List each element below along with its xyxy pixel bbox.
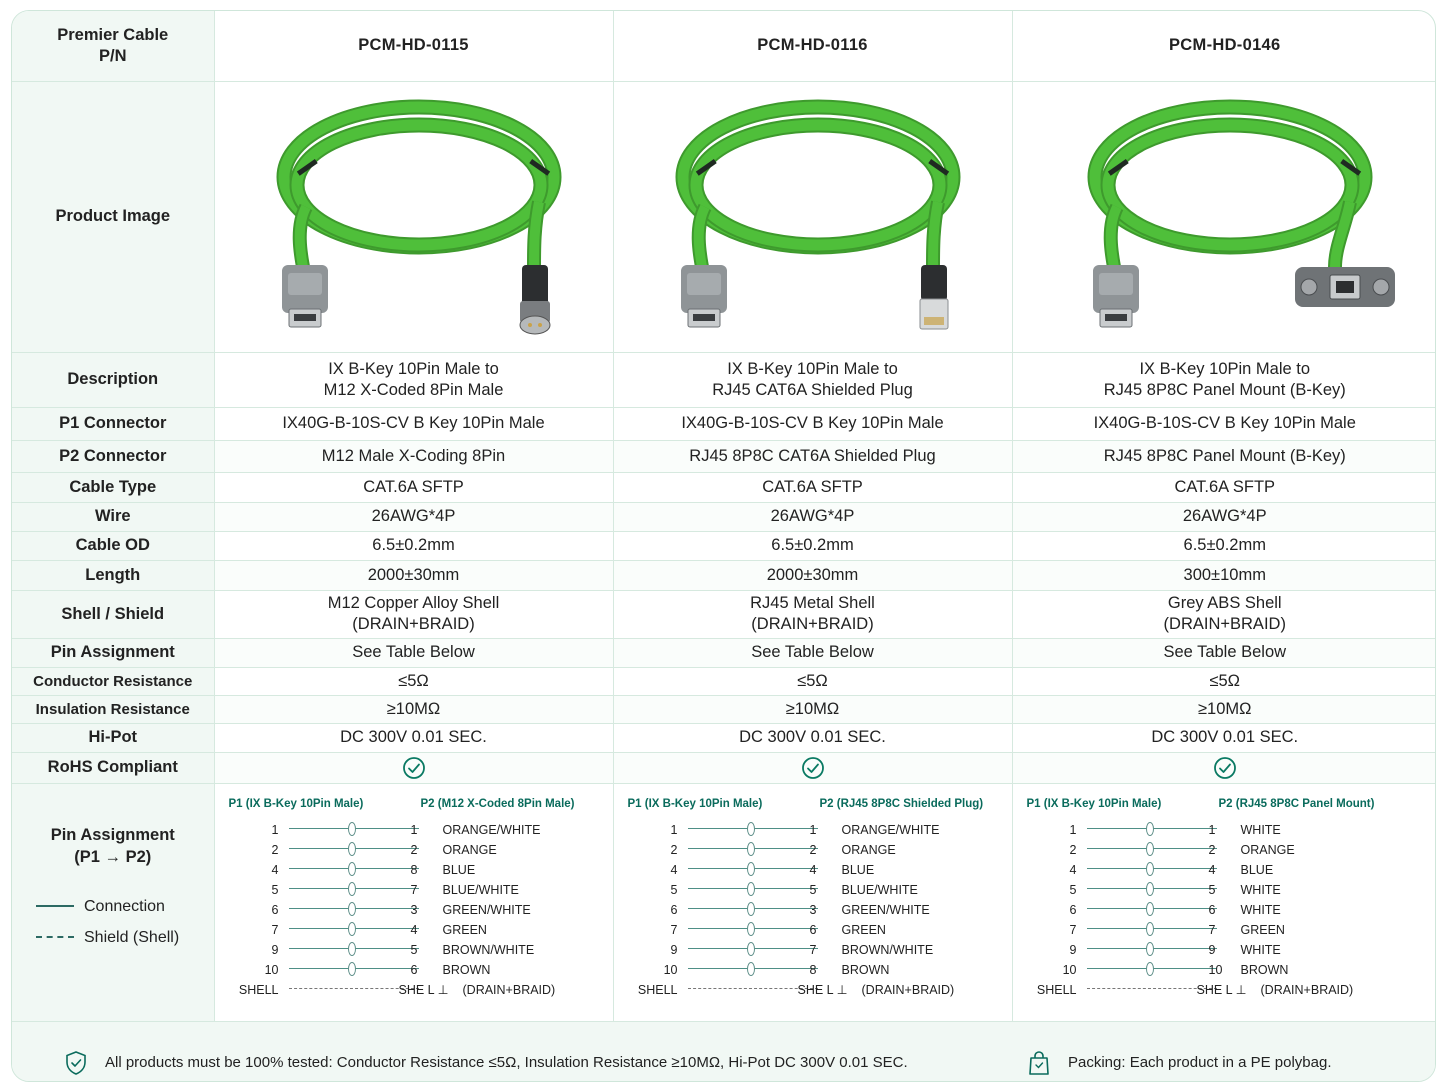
wire-color: GREEN: [841, 922, 886, 937]
p2-pin: 7: [1208, 922, 1216, 937]
p1-pin: 6: [670, 902, 678, 917]
p1-connector-1: IX40G-B-10S-CV B Key 10Pin Male: [214, 407, 613, 440]
hipot-1: DC 300V 0.01 SEC.: [214, 723, 613, 752]
p2-pin: 5: [1208, 882, 1216, 897]
p1-header: P1 (IX B-Key 10Pin Male): [1026, 797, 1162, 810]
p1-pin: 7: [271, 922, 279, 937]
cable-type-2: CAT.6A SFTP: [613, 472, 1012, 502]
p1-pin: 7: [1069, 922, 1077, 937]
insulation-resistance-3: ≥10MΩ: [1012, 695, 1436, 723]
product-pn-3: PCM-HD-0146: [1012, 11, 1436, 81]
description-3: IX B-Key 10Pin Male to RJ45 8P8C Panel Mount (B-Key): [1012, 352, 1436, 407]
p1-pin: 5: [670, 882, 678, 897]
pin-table-2: [613, 783, 1012, 1022]
p1-pin: 9: [1069, 942, 1077, 957]
pin-assignment-3: See Table Below: [1012, 638, 1436, 667]
conductor-resistance-2: ≤5Ω: [613, 667, 1012, 695]
pin-row: [1023, 898, 1403, 918]
p2-pin: SHE L ⊥: [1196, 982, 1247, 997]
p2-header: P2 (RJ45 8P8C Shielded Plug): [819, 797, 984, 810]
cable-od-1: 6.5±0.2mm: [214, 531, 613, 560]
p2-pin: SHE L ⊥: [797, 982, 848, 997]
product-pn-1: PCM-HD-0115: [214, 11, 613, 81]
wire-color: ORANGE: [442, 842, 497, 857]
rohs-2: [613, 752, 1012, 783]
description-1: IX B-Key 10Pin Male to M12 X-Coded 8Pin Male: [214, 352, 613, 407]
twist-marker-icon: [348, 902, 356, 916]
p2-pin: 6: [410, 962, 418, 977]
twist-marker-icon: [1146, 902, 1154, 916]
footer-packing-note: Packing: Each product in a PE polybag.: [1068, 1054, 1332, 1071]
solid-line-icon: [36, 905, 74, 907]
twist-marker-icon: [348, 942, 356, 956]
pin-row: [1023, 938, 1403, 958]
pin-section-subtitle: (P1 → P2): [74, 847, 152, 866]
twist-marker-icon: [348, 882, 356, 896]
p1-header: P1 (IX B-Key 10Pin Male): [228, 797, 364, 810]
pin-row: [624, 918, 1004, 938]
length-1: 2000±30mm: [214, 560, 613, 590]
p2-connector-3: RJ45 8P8C Panel Mount (B-Key): [1012, 440, 1436, 472]
wire-color: BROWN: [442, 962, 491, 977]
pin-table-3: [1012, 783, 1436, 1022]
pin-row: [624, 818, 1004, 838]
p1-pin: SHELL: [637, 982, 678, 997]
p2-pin: 4: [410, 922, 418, 937]
product-image-label: Product Image: [12, 81, 214, 352]
p1-pin: 4: [1069, 862, 1077, 877]
twist-marker-icon: [1146, 862, 1154, 876]
p2-pin: 10: [1208, 962, 1223, 977]
twist-marker-icon: [348, 822, 356, 836]
p1-pin: 9: [670, 942, 678, 957]
wire-color: ORANGE: [841, 842, 896, 857]
wire-color: BLUE/WHITE: [841, 882, 918, 897]
p1-header: P1 (IX B-Key 10Pin Male): [627, 797, 763, 810]
p2-pin: 8: [410, 862, 418, 877]
p2-pin: 7: [809, 942, 817, 957]
cable-od-label: Cable OD: [12, 531, 214, 560]
p1-connector-label: P1 Connector: [12, 407, 214, 440]
twist-marker-icon: [348, 842, 356, 856]
p2-pin: 3: [809, 902, 817, 917]
p2-pin: 1: [1208, 822, 1216, 837]
wire-1: 26AWG*4P: [214, 502, 613, 531]
wire-color: BROWN: [841, 962, 890, 977]
wire-color: BLUE: [442, 862, 476, 877]
pin-row: [225, 878, 605, 898]
shell-shield-2: RJ45 Metal Shell (DRAIN+BRAID): [613, 590, 1012, 638]
hipot-2: DC 300V 0.01 SEC.: [613, 723, 1012, 752]
pin-assignment-1: See Table Below: [214, 638, 613, 667]
twist-marker-icon: [747, 922, 755, 936]
hipot-3: DC 300V 0.01 SEC.: [1012, 723, 1436, 752]
length-2: 2000±30mm: [613, 560, 1012, 590]
product-image-1: [214, 81, 613, 352]
wire-color: (DRAIN+BRAID): [1260, 982, 1354, 997]
p2-pin: 9: [1208, 942, 1216, 957]
twist-marker-icon: [747, 962, 755, 976]
pin-row: [225, 938, 605, 958]
pin-row: [1023, 918, 1403, 938]
wire-color: BROWN: [1240, 962, 1289, 977]
rohs-1: [214, 752, 613, 783]
pin-row: [225, 978, 605, 998]
p1-pin: 1: [271, 822, 279, 837]
p1-pin: 5: [1069, 882, 1077, 897]
twist-marker-icon: [747, 862, 755, 876]
shell-shield-label: Shell / Shield: [12, 590, 214, 638]
p2-pin: 6: [1208, 902, 1216, 917]
wire-color: BLUE: [841, 862, 875, 877]
pin-section-label-cell: [12, 783, 214, 1022]
wire-color: GREEN: [442, 922, 487, 937]
twist-marker-icon: [1146, 842, 1154, 856]
pin-assignment-2: See Table Below: [613, 638, 1012, 667]
p1-pin: SHELL: [238, 982, 279, 997]
twist-marker-icon: [1146, 962, 1154, 976]
pin-row: [225, 898, 605, 918]
product-image-3: [1012, 81, 1436, 352]
p1-pin: 6: [271, 902, 279, 917]
twist-marker-icon: [747, 842, 755, 856]
length-label: Length: [12, 560, 214, 590]
spec-table: [12, 11, 1436, 1023]
wire-color: BROWN/WHITE: [841, 942, 934, 957]
wire-color: ORANGE/WHITE: [442, 822, 541, 837]
wire-color: BROWN/WHITE: [442, 942, 535, 957]
p1-pin: 5: [271, 882, 279, 897]
wire-color: BLUE/WHITE: [442, 882, 519, 897]
pin-row: [225, 958, 605, 978]
footer: [12, 1021, 1436, 1082]
twist-marker-icon: [747, 822, 755, 836]
cable-type-3: CAT.6A SFTP: [1012, 472, 1436, 502]
p1-pin: 1: [1069, 822, 1077, 837]
pin-row: [624, 898, 1004, 918]
p1-pin: 10: [264, 962, 279, 977]
cable-od-3: 6.5±0.2mm: [1012, 531, 1436, 560]
product-image-2: [613, 81, 1012, 352]
pin-row: [225, 838, 605, 858]
cable-od-2: 6.5±0.2mm: [613, 531, 1012, 560]
p2-pin: 4: [809, 862, 817, 877]
twist-marker-icon: [348, 962, 356, 976]
product-pn-2: PCM-HD-0116: [613, 11, 1012, 81]
pin-row: [1023, 818, 1403, 838]
pin-assignment-label: Pin Assignment: [12, 638, 214, 667]
shell-shield-3: Grey ABS Shell (DRAIN+BRAID): [1012, 590, 1436, 638]
cable-type-1: CAT.6A SFTP: [214, 472, 613, 502]
dashed-line-icon: [36, 936, 74, 938]
p2-connector-2: RJ45 8P8C CAT6A Shielded Plug: [613, 440, 1012, 472]
p1-pin: 4: [271, 862, 279, 877]
p2-pin: 8: [809, 962, 817, 977]
wire-color: (DRAIN+BRAID): [462, 982, 556, 997]
p2-pin: 2: [1208, 842, 1216, 857]
p2-pin: 3: [410, 902, 418, 917]
twist-marker-icon: [1146, 922, 1154, 936]
insulation-resistance-label: Insulation Resistance: [12, 695, 214, 723]
p2-pin: 4: [1208, 862, 1216, 877]
pin-row: [1023, 978, 1403, 998]
rohs-3: [1012, 752, 1436, 783]
twist-marker-icon: [348, 922, 356, 936]
hipot-label: Hi-Pot: [12, 723, 214, 752]
wire-color: BLUE: [1240, 862, 1274, 877]
twist-marker-icon: [1146, 822, 1154, 836]
p1-pin: 2: [670, 842, 678, 857]
cable-type-label: Cable Type: [12, 472, 214, 502]
p2-pin: 6: [809, 922, 817, 937]
p1-pin: 2: [271, 842, 279, 857]
p2-connector-1: M12 Male X-Coding 8Pin: [214, 440, 613, 472]
rohs-label: RoHS Compliant: [12, 752, 214, 783]
check-circle-icon: [1213, 756, 1237, 780]
length-3: 300±10mm: [1012, 560, 1436, 590]
wire-label: Wire: [12, 502, 214, 531]
legend-shield: Shield (Shell): [36, 927, 179, 948]
pin-row: [1023, 958, 1403, 978]
p2-pin: 5: [809, 882, 817, 897]
wire-color: ORANGE: [1240, 842, 1295, 857]
twist-marker-icon: [1146, 942, 1154, 956]
p2-pin: 5: [410, 942, 418, 957]
shield-check-icon: [64, 1050, 88, 1076]
wire-color: WHITE: [1240, 882, 1281, 897]
wire-color: WHITE: [1240, 942, 1281, 957]
wire-color: WHITE: [1240, 822, 1281, 837]
pin-row: [1023, 838, 1403, 858]
bag-icon: [1027, 1050, 1051, 1076]
p2-pin: SHE L ⊥: [398, 982, 449, 997]
pin-row: [624, 978, 1004, 998]
description-label: Description: [12, 352, 214, 407]
p1-pin: 2: [1069, 842, 1077, 857]
pin-table-1: [214, 783, 613, 1022]
p2-pin: 1: [410, 822, 418, 837]
pin-row: [225, 858, 605, 878]
pin-row: [624, 878, 1004, 898]
conductor-resistance-label: Conductor Resistance: [12, 667, 214, 695]
p1-pin: 6: [1069, 902, 1077, 917]
insulation-resistance-1: ≥10MΩ: [214, 695, 613, 723]
p2-pin: 1: [809, 822, 817, 837]
footer-test-note: All products must be 100% tested: Conductor Resistance ≤5Ω, Insulation Resistance ≥10MΩ, Hi-Pot DC 300V 0.01 SEC.: [105, 1054, 908, 1071]
pin-row: [624, 958, 1004, 978]
pin-row: [1023, 858, 1403, 878]
pin-row: [624, 938, 1004, 958]
p2-pin: 2: [410, 842, 418, 857]
shell-shield-1: M12 Copper Alloy Shell (DRAIN+BRAID): [214, 590, 613, 638]
pin-row: [225, 818, 605, 838]
pin-section-title: Pin Assignment: [50, 825, 175, 844]
conductor-resistance-1: ≤5Ω: [214, 667, 613, 695]
pn-header-label: Premier Cable P/N: [12, 11, 214, 81]
pin-row: [624, 858, 1004, 878]
twist-marker-icon: [747, 902, 755, 916]
legend-connection: Connection: [36, 896, 165, 917]
p2-connector-label: P2 Connector: [12, 440, 214, 472]
twist-marker-icon: [747, 882, 755, 896]
p1-pin: 10: [663, 962, 678, 977]
description-2: IX B-Key 10Pin Male to RJ45 CAT6A Shielded Plug: [613, 352, 1012, 407]
p1-pin: 7: [670, 922, 678, 937]
insulation-resistance-2: ≥10MΩ: [613, 695, 1012, 723]
p1-pin: SHELL: [1036, 982, 1077, 997]
wire-color: GREEN/WHITE: [442, 902, 531, 917]
wire-color: WHITE: [1240, 902, 1281, 917]
conductor-resistance-3: ≤5Ω: [1012, 667, 1436, 695]
wire-3: 26AWG*4P: [1012, 502, 1436, 531]
check-circle-icon: [402, 756, 426, 780]
check-circle-icon: [801, 756, 825, 780]
pin-row: [624, 838, 1004, 858]
p1-pin: 1: [670, 822, 678, 837]
pin-row: [225, 918, 605, 938]
p2-header: P2 (RJ45 8P8C Panel Mount): [1218, 797, 1375, 810]
p1-pin: 4: [670, 862, 678, 877]
p1-pin: 10: [1062, 962, 1077, 977]
wire-2: 26AWG*4P: [613, 502, 1012, 531]
wire-color: ORANGE/WHITE: [841, 822, 940, 837]
p2-header: P2 (M12 X-Coded 8Pin Male): [420, 797, 575, 810]
twist-marker-icon: [747, 942, 755, 956]
spec-sheet: [11, 10, 1436, 1082]
p1-connector-2: IX40G-B-10S-CV B Key 10Pin Male: [613, 407, 1012, 440]
wire-color: (DRAIN+BRAID): [861, 982, 955, 997]
twist-marker-icon: [1146, 882, 1154, 896]
p2-pin: 2: [809, 842, 817, 857]
p1-connector-3: IX40G-B-10S-CV B Key 10Pin Male: [1012, 407, 1436, 440]
pin-row: [1023, 878, 1403, 898]
p2-pin: 7: [410, 882, 418, 897]
wire-color: GREEN: [1240, 922, 1285, 937]
wire-color: GREEN/WHITE: [841, 902, 930, 917]
p1-pin: 9: [271, 942, 279, 957]
twist-marker-icon: [348, 862, 356, 876]
